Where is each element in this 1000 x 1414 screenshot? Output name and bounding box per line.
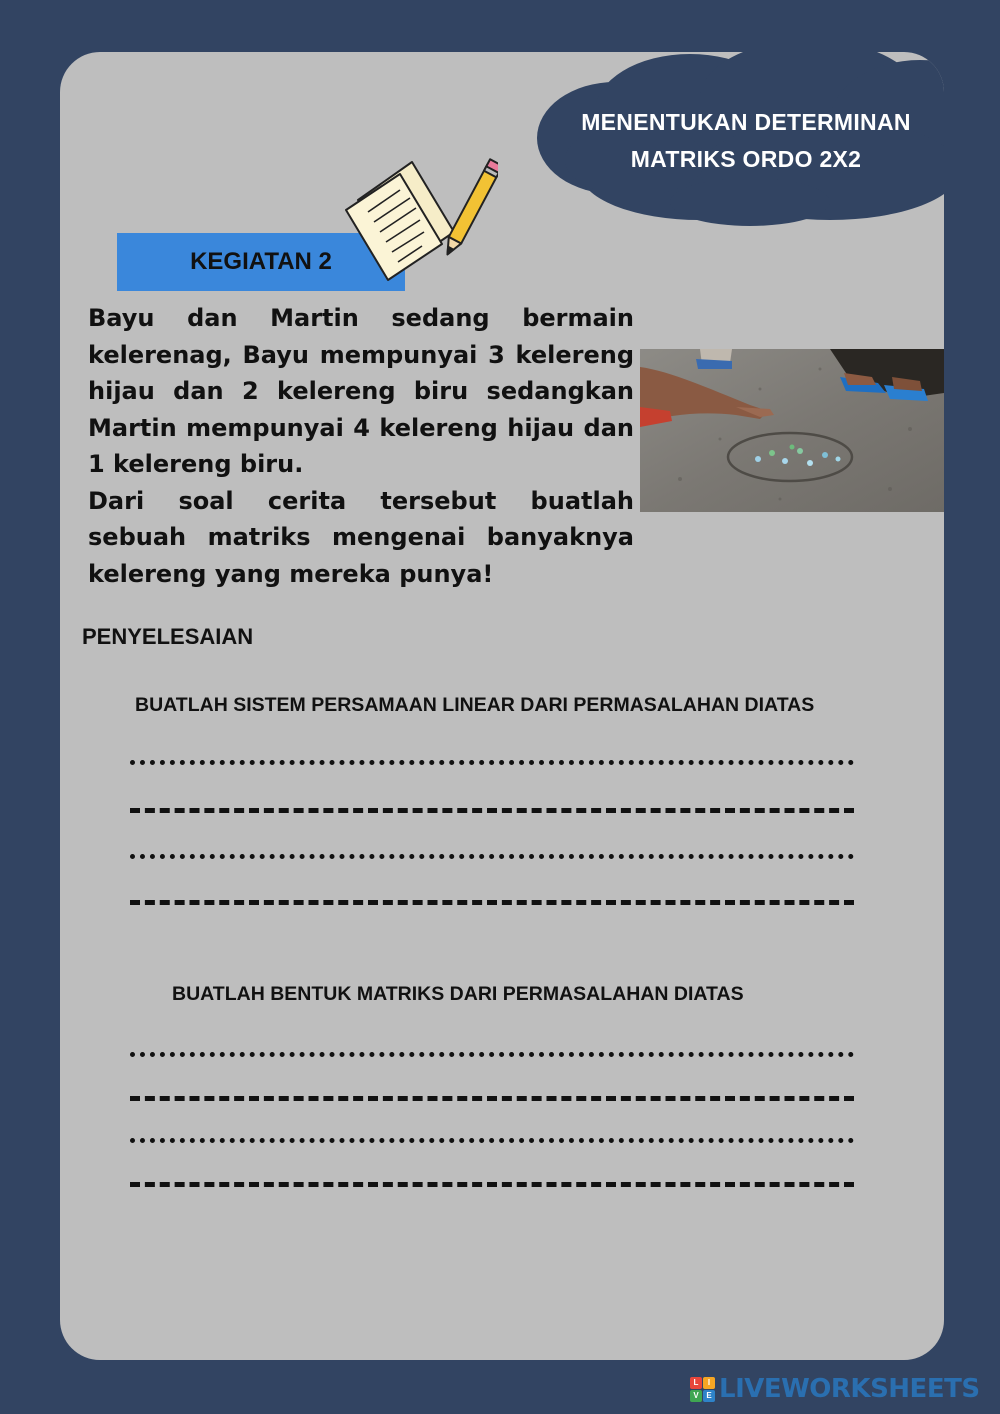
answer-line-2[interactable]: [130, 778, 854, 813]
answer-line-5[interactable]: [130, 1022, 854, 1057]
logo-letter-l: L: [690, 1377, 702, 1389]
title-line-2: MATRIKS ORDO 2X2: [630, 146, 862, 172]
paper-pencil-icon: [342, 152, 498, 292]
answer-line-7[interactable]: [130, 1108, 854, 1143]
logo-letter-v: V: [690, 1390, 702, 1402]
worksheet-card: [60, 52, 944, 1360]
solution-label: PENYELESAIAN: [82, 624, 254, 649]
logo-grid-icon: [690, 1377, 715, 1402]
activity-badge-label: KEGIATAN 2: [190, 248, 332, 275]
logo-letter-e: E: [703, 1390, 715, 1402]
answer-line-8[interactable]: [130, 1152, 854, 1187]
answer-line-3[interactable]: [130, 824, 854, 859]
liveworksheets-logo[interactable]: [690, 1374, 980, 1404]
answer-line-4[interactable]: [130, 870, 854, 905]
story-paragraph-1: Bayu dan Martin sedang bermain kelerenag, Bayu mempunyai 3 kelereng hijau dan 2 kelereng biru sedangkan Martin mempunyai 4 kelereng hijau dan 1 kelereng biru.: [88, 304, 634, 478]
prompt-matrix-form: BUATLAH BENTUK MATRIKS DARI PERMASALAHAN DIATAS: [172, 983, 744, 1005]
story-text: [88, 300, 634, 592]
answer-line-1[interactable]: [130, 730, 854, 765]
story-paragraph-2: Dari soal cerita tersebut buatlah sebuah matriks mengenai banyaknya kelereng yang mereka punya!: [88, 486, 634, 588]
title-line-1: MENENTUKAN DETERMINAN: [581, 109, 911, 135]
marbles-photo: [640, 349, 944, 512]
answer-line-6[interactable]: [130, 1066, 854, 1101]
logo-letter-i: I: [703, 1377, 715, 1389]
page-title: [550, 104, 942, 178]
prompt-linear-system: BUATLAH SISTEM PERSAMAAN LINEAR DARI PERMASALAHAN DIATAS: [135, 694, 815, 716]
logo-text: LIVEWORKSHEETS: [719, 1374, 980, 1404]
